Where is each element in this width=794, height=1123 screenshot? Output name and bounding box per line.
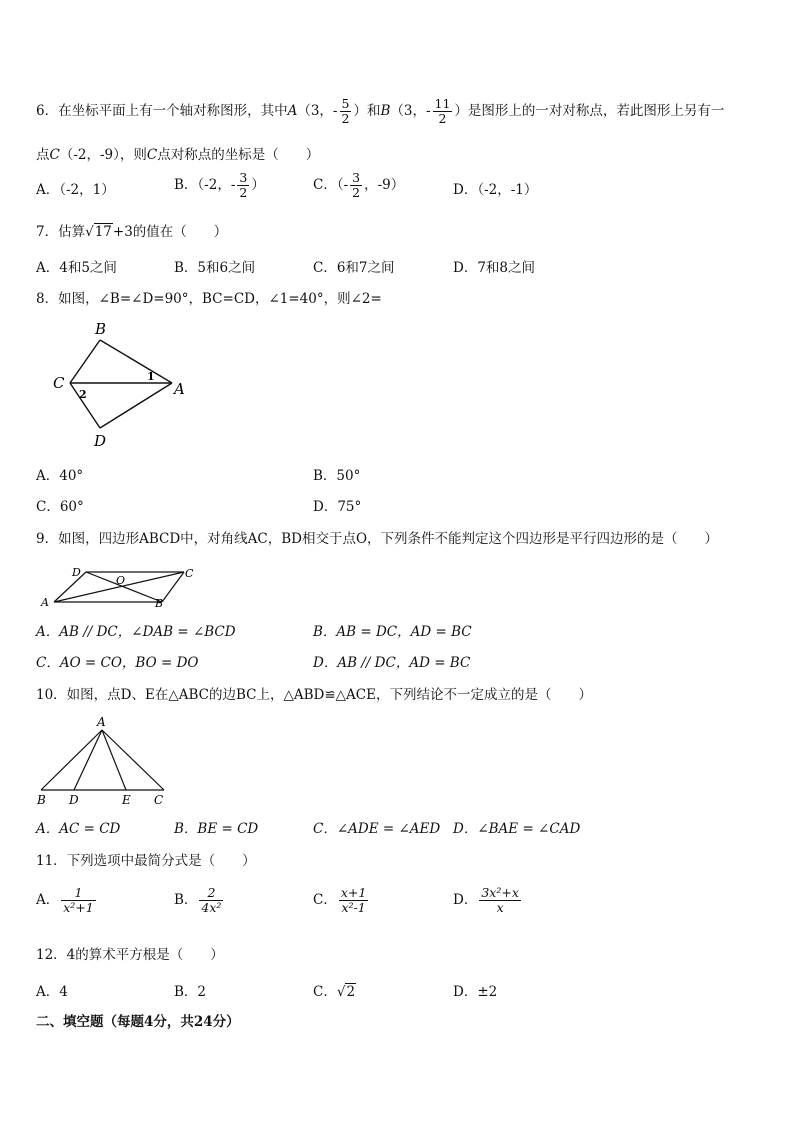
q9-option-d[interactable]: D．AB // DC，AD = BC (313, 655, 471, 671)
q6-option-b-pre: B．（-2，- (174, 177, 236, 193)
q10-option-c[interactable]: C．∠ADE = ∠AED (313, 821, 441, 837)
q8-label-c: C (53, 374, 65, 392)
q9-option-a[interactable]: A．AB // DC，∠DAB = ∠BCD (36, 624, 236, 640)
q11-option-a-fraction: $\frac{1}{\text{x²+1}}$ (63, 885, 94, 915)
q10-label-e: E (122, 793, 131, 807)
q6-intro: 6．在坐标平面上有一个轴对称图形，其中 (36, 103, 288, 119)
q6-a-close: ）和 (353, 103, 381, 119)
q9-label-b: B (155, 597, 164, 610)
q11-option-d[interactable] (453, 886, 523, 915)
q11-option-c-fraction: $\frac{x+1}{\text{x²-1}}$ (340, 885, 367, 915)
q7-sqrt: √17 (85, 224, 112, 240)
q11-option-a-label: A． (36, 892, 60, 908)
q6-line2-mid: （-2，-9），则 (59, 147, 147, 163)
q6-option-c-fraction: $\frac{3}{2}$ (352, 170, 361, 200)
q11-option-c-label: C． (313, 892, 337, 908)
q8-label-b: B (95, 320, 107, 338)
q6-option-c[interactable] (313, 171, 404, 200)
q10-label-c: C (154, 793, 164, 807)
q12-option-a[interactable]: A．4 (36, 984, 68, 1000)
q8-angle-2: 2 (79, 388, 87, 401)
q12-option-c[interactable] (313, 983, 356, 1001)
q12-option-c-label: C． (313, 984, 337, 1000)
q7-option-b[interactable]: B．5和6之间 (174, 260, 256, 276)
q8-label-d: D (94, 432, 107, 450)
q11-option-d-fraction: $\frac{\text{3x²+x}}{x}$ (481, 885, 519, 915)
q9-option-b[interactable]: B．AB = DC，AD = BC (313, 624, 472, 640)
q7-option-c[interactable]: C．6和7之间 (313, 260, 395, 276)
q8-figure (48, 318, 193, 453)
q8-option-d[interactable]: D．75° (313, 499, 362, 515)
q6-point-b: B (380, 103, 391, 119)
question-12: 12．4的算术平方根是（ ） (36, 947, 224, 963)
q10-option-a[interactable]: A．AC = CD (36, 821, 121, 837)
section-2-title: 二、填空题（每题4分，共24分） (36, 1014, 240, 1030)
q6-option-c-post: ，-9） (364, 177, 405, 193)
q8-option-b[interactable]: B．50° (313, 468, 361, 484)
q6-option-b-fraction: $\frac{3}{2}$ (239, 170, 248, 200)
q11-option-b-fraction: $\frac{2}{\text{4x²}}$ (201, 885, 222, 915)
q10-figure (34, 712, 174, 808)
q11-option-d-label: D． (453, 892, 478, 908)
q6-b-close: ）是图形上的一对对称点，若此图形上另有一 (454, 103, 725, 119)
question-11: 11．下列选项中最简分式是（ ） (36, 853, 256, 869)
q6-point-c: C (49, 147, 60, 163)
q10-option-b[interactable]: B．BE = CD (174, 821, 259, 837)
q8-option-a[interactable]: A．40° (36, 468, 84, 484)
q11-option-b-label: B． (174, 892, 198, 908)
q6-line2-pre: 点 (36, 147, 50, 163)
q6-option-d[interactable]: D．（-2，-1） (453, 182, 538, 198)
q6-option-b-post: ） (251, 177, 265, 193)
q8-angle-1: 1 (147, 370, 155, 383)
q9-label-o: O (116, 574, 126, 587)
q6-point-c-2: C (146, 147, 158, 163)
q8-label-a: A (174, 380, 185, 398)
question-6-line-2 (36, 146, 319, 164)
q9-label-a: A (41, 596, 49, 609)
q6-b-fraction: $\frac{11}{2}$ (434, 96, 451, 126)
q6-line2-post: 点对称点的坐标是（ ） (157, 147, 320, 163)
q10-label-d: D (69, 793, 79, 807)
q11-option-c[interactable] (313, 886, 370, 915)
q10-option-d[interactable]: D．∠BAE = ∠CAD (453, 821, 581, 837)
q9-figure (38, 563, 198, 611)
q9-label-c: C (185, 567, 194, 580)
q11-option-a[interactable] (36, 886, 98, 915)
question-10: 10．如图，点D、E在△ABC的边BC上，△ABD≌△ACE，下列结论不一定成立的是（ ） (36, 687, 592, 703)
q7-expr: +3 (112, 224, 133, 240)
q12-option-c-sqrt: √2 (336, 984, 356, 1000)
q6-b-open: （3，- (390, 103, 431, 119)
q6-point-a: A (287, 103, 298, 119)
q9-option-c[interactable]: C．AO = CO，BO = DO (36, 655, 199, 671)
q6-option-b[interactable] (174, 171, 265, 200)
question-7 (36, 223, 227, 241)
q6-option-a[interactable]: A．（-2，1） (36, 182, 115, 198)
q6-a-fraction: $\frac{5}{2}$ (341, 96, 350, 126)
q10-label-a: A (97, 715, 106, 729)
q12-option-b[interactable]: B．2 (174, 984, 207, 1000)
q8-option-c[interactable]: C．60° (36, 499, 84, 515)
question-6-line-1 (36, 97, 724, 126)
q11-option-b[interactable] (174, 886, 225, 915)
q7-post: 的值在（ ） (132, 224, 228, 240)
question-8: 8．如图，∠B=∠D=90°，BC=CD，∠1=40°，则∠2= (36, 291, 382, 307)
question-9: 9．如图，四边形ABCD中，对角线AC，BD相交于点O，下列条件不能判定这个四边形是平行四边形的是（ ） (36, 531, 719, 547)
q7-option-a[interactable]: A．4和5之间 (36, 260, 117, 276)
q7-pre: 7．估算 (36, 224, 86, 240)
q7-option-d[interactable]: D．7和8之间 (453, 260, 536, 276)
q12-option-d[interactable]: D．±2 (453, 984, 498, 1000)
q6-option-c-pre: C．（- (313, 177, 349, 193)
q6-a-open: （3，- (297, 103, 338, 119)
q9-label-d: D (72, 566, 81, 579)
q10-label-b: B (37, 793, 46, 807)
